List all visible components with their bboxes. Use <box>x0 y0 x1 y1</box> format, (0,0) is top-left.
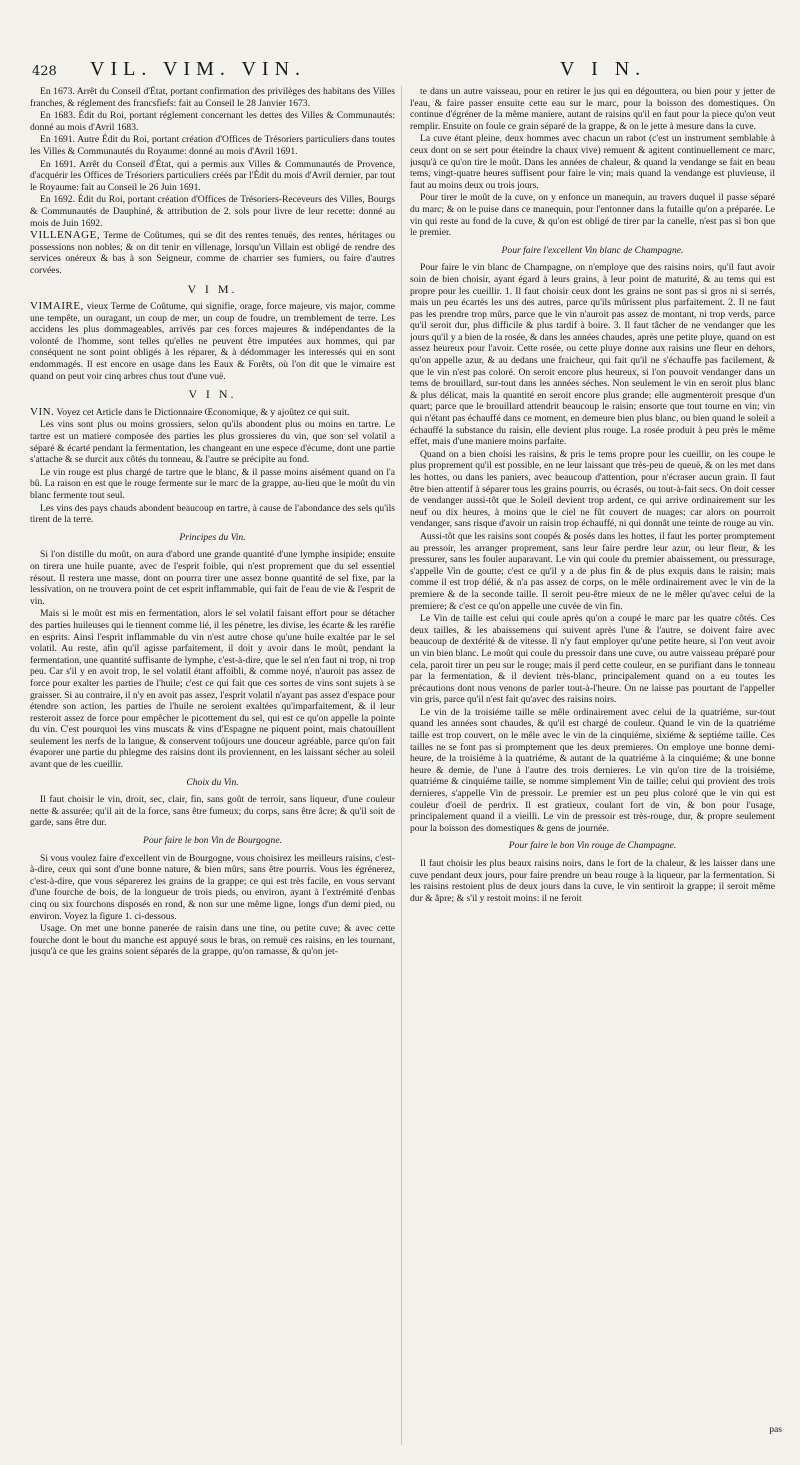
paragraph: En 1673. Arrêt du Conseil d'État, portant confirmation des privilèges des habitans des Villes franches, & réglement des francsfiefs: fait au Conseil le 28 Janvier 1673. <box>30 86 395 109</box>
left-column <box>30 86 395 1445</box>
subheading: Choix du Vin. <box>186 776 239 788</box>
subheading: Pour faire le bon Vin rouge de Champagne. <box>508 840 677 852</box>
paragraph: Quand on a bien choisi les raisins, & pris le tems propre pour les cueillir, on les coupe le plus proprement qu'il est possible, en ne leur laissant que très-peu de queuë, & on les met dans les hottes, ou dans les paniers, avec beaucoup d'attention, pour n'écraser aucun grain. Il faut être bien attentif à séparer tous les grains pourris, ou écrasés, ou tout-à-fait secs. On doit cesser de vendanger aussi-tôt que le Soleil devient trop ardent, ce qui arrive ordinairement sur les neuf ou dix heures, à moins que le ciel ne fût couvert de nuages; car alors on pourroit vendanger, sans risque d'avoir un raisin trop échauffé, ni qui donnât une teinte de rouge au vin. <box>410 448 775 530</box>
entry-headword: VILLENAGE, <box>30 229 101 242</box>
paragraph: Il faut choisir les plus beaux raisins noirs, dans le fort de la chaleur, & les laisser dans une cuve pendant deux jours, pour faire prendre un beau rouge à la liqueur, par la fermentation. Si les raisins restoient plus de deux jours dans la cuve, le vin sentiroit la grappe; il seroit même dur & âpre; & s'il y restoit moins: il ne feroit <box>410 858 775 904</box>
paragraph: Mais si le moût est mis en fermentation, alors le sel volatil faisant effort pour se détacher des parties huileuses qui le tiennent comme lié, il les pénetre, les divise, les écarte & les raréfie en esprits. Ainsi l'esprit inflammable du vin n'est autre chose qu'une huile exaltée par le sel volatil. Au reste, afin qu'il agisse parfaitement, il doit y avoir dans le moût, pendant la fermentation, une quantité suffisante de lymphe, c'est-à-dire, que le sel n'en faut ni trop, ni trop peu. Car s'il y en avoit trop, le sel volatil étant affoibli, & comme noyé, n'auroit pas assez de force pour exalter les parties de l'huile; c'est ce qui fait que ces sortes de vins sont sujets à se graisser. Si au contraire, il n'y en avoit pas assez, l'esprit volatil n'ayant pas assez d'espace pour étendre son action, les parties de l'huile ne seroient exaltées qu'imparfaitement, & il leur resteroit assez de force pour empêcher le picottement du sel, qui est ce qu'on appelle la pointe du vin. C'est pourquoi les vins muscats & vins d'Espagne ne piquent point, mais chatouillent seulement les nerfs de la langue, & conservent toûjours une douceur agréable, parce qu'on fait évaporer une partie du phlegme des raisins dont ils proviennent, en les laissant sécher au soleil avant que de les cueillir. <box>30 608 395 771</box>
paragraph: Pour tirer le moût de la cuve, on y enfonce un manequin, au travers duquel il passe séparé du marc; & on le puise dans ce manequin, pour l'entonner dans la futaille qu'on a préparée. Le vin qui reste au fond de la cuve, & qu'on est obligé de tirer par la canelle, n'est pas si bon que le premier. <box>410 192 775 239</box>
paragraph: Le Vin de taille est celui qui coule après qu'on a coupé le marc par les quatre côtés. Ces deux tailles, & les abaissemens qui suivent après l'une & l'autre, se doivent faire avec beaucoup de dextérité & de vitesse. Il n'y faut employer qu'une petite heure, si l'on veut avoir un vin bien blanc. Le moût qui coule du pressoir dans une cuve, ou autre vaisseau préparé pour cela, paroit tirer un peu sur le rouge; mais il perd cette couleur, en se purifiant dans le tonneau par la fermentation, & il devient très-blanc, principalement quand on a eu toutes les précautions dont nous venons de parler tout-à-l'heure. On ne laisse pas pourtant de l'appeller vin gris, parce qu'il n'est fait qu'avec des raisins noirs. <box>410 613 775 706</box>
column-divider <box>401 86 402 1445</box>
entry-text: vieux Terme de Coûtume, qui signifie, orage, force majeure, vis major, comme une tempête, un ouragant, un coup de mer, un coup de foudre, un tremblement de terre. Les accidens les plus dommageables, arrivés par ces forces majeures & indépendantes de la volonté de l'homme, sont telles qu'elles ne peuvent être imputées aux hommes, qui par conséquent ne sont point obligés à les réparer, & à dédommager les interessés qui en sont endommagés. Il est encore en usage dans les Eaux & Forêts, où l'on dit que le vimaire est quand on peut voir cinq arbres chus tout d'une vuë. <box>30 301 395 382</box>
dictionary-entry <box>30 230 395 276</box>
paragraph: Usage. On met une bonne panerée de raisin dans une tine, ou petite cuve; & avec cette fourche dont le bout du manche est appuyé sous le bras, on remuë ces raisins, en les tournant, jusqu'à ce que les grains soient séparés de la grappe, qu'on ramasse, & qu'on jet- <box>30 923 395 958</box>
section-heading: V I N. <box>188 387 237 402</box>
paragraph: En 1691. Arrêt du Conseil d'État, qui a permis aux Villes & Communautés de Provence, d'acquérir les Offices de Trésoriers particuliers créés par l'Édit du mois d'Avril dernier, par tout le Royaume: fait au Conseil le 26 Juin 1691. <box>30 158 395 193</box>
paragraph: Pour faire le vin blanc de Champagne, on n'employe que des raisins noirs, qu'il faut avoir soin de bien choisir, ayant égard à leurs grains, à leur point de maturité, & au tems qui est propre pour les cueillir. 1. Il faut choisir ceux dont les grains ne sont pas si gros ni si serrés, mais un peu écartés les uns des autres, parce qu'ils mûrissent plus parfaitement. 2. Il ne faut pas les prendre trop mûrs, parce que le vin n'auroit pas assez de montant, ni trop verds, parce qu'il seroit dur, plus difficile & plus tardif à boire. 3. Il faut tâcher de ne vendanger que les jours qu'il y a bien de la rosée, & dans les années chaudes, après une petite pluye, quand on est assez heureux pour l'avoir. Cette rosée, ou cette pluye donne aux raisins une fleur en dehors, qu'on appelle azur, & au dedans une fraicheur, qui fait qu'il ne s'échauffe pas facilement, & que le vin n'est pas coloré. On seroit encore plus heureux, si l'on pouvoit vendanger dans un tems de brouillard, sur-tout dans les années séches. Non seulement le vin en seroit plus blanc & plus délicat, mais la quantité en seroit encore plus grande; elle augmenteroit presque d'un quart; parce que le brouillard attendrit beaucoup le raisin; ensorte que tout tourne en vin; vin qui n'étant pas échauffé dans ce moment, en demeure bien plus blanc, ou bien quand le soleil a échauffé la substance du raisin, elle devient plus rouge. La rosée produit à peu près le même effet, mais d'une maniere moins parfaite. <box>410 262 775 448</box>
subheading: Principes du Vin. <box>179 531 246 543</box>
paragraph: Le vin de la troisiéme taille se mêle ordinairement avec celui de la quatriéme, sur-tout quand les années sont chaudes, & qu'il est chargé de couleur. Quand le vin de la quatriéme taille est trop couvert, on le mêle avec le vin de la cinquiéme, sixiéme & septiéme taille. Ces tailles ne se font pas si promptement que les deux premieres. On employe une bonne demi-heure, de la troisiéme à la quatriéme, & autant de la quatriéme à la cinquiéme; & une bonne heure & demie, de l'une à l'autre des trois dernieres. Le vin qu'on tire de la troisiéme, quatriéme & cinquiéme taille, se nomme simplement Vin de taille; celui qui provient des trois dernieres, s'appelle Vin de pressoir. Le premier est un peu plus coloré que le vin qui est couleur d'oeil de perdrix. Il est gratieux, coulant fort de vin, & bon pour l'usage, principalement quand il a vieilli. Le vin de pressoir est très-rouge, dur, & propre seulement pour la boisson des domestiques & gens de journée. <box>410 706 775 834</box>
paragraph: te dans un autre vaisseau, pour en retirer le jus qui en dégouttera, ou bien pour y jetter de l'eau, & faire passer ensuite cette eau sur le marc, pour la boisson des domestiques. On continue d'égréner de la même maniere, autant de raisins qu'il en faut pour la piece qu'on veut remplir. Ensuite on foule ce grain séparé de la grappe, & on le jette à mesure dans la cuve. <box>410 86 775 132</box>
paragraph: En 1692. Édit du Roi, portant création d'Offices de Trésoriers-Receveurs des Villes, Bourgs & Communautés de Dauphiné, & attribution de 2. sols pour livre de leur recette: donné au mois de Juin 1692. <box>30 194 395 229</box>
entry-text: Voyez cet Article dans le Dictionnaire Œconomique, & y ajoûtez ce qui suit. <box>54 406 350 418</box>
paragraph: Les vins sont plus ou moins grossiers, selon qu'ils abondent plus ou moins en tartre. Le tartre est un matiere composée des parties les plus grossieres du vin, que son sel volatil a séparé & écarté pendant la fermentation, les changeant en une espece d'écume, dont une partie s'attache & se durcit aux côtés du tonneau, & l'autre se précipite au fond. <box>30 419 395 466</box>
paragraph: Le vin rouge est plus chargé de tartre que le blanc, & il passe moins aisément quand on l'a bû. La raison en est que le rouge fermente sur le marc de la grappe, au-lieu que le moût du vin blanc fermente tout seul. <box>30 466 395 501</box>
subheading: Pour faire le bon Vin de Bourgogne. <box>143 835 282 847</box>
entry-headword: VIN. <box>30 405 55 418</box>
entry-text: Terme de Coûtumes, qui se dit des rentes tenuës, des rentes, héritages ou possessions non nobles; & on dit tenir en villenage, lorsqu'un Villain est obligé de rendre des services onéreux & bas à son Seigneur, comme de charrier ses fumiers, ou faire d'autres corvées. <box>30 230 395 276</box>
right-column <box>410 86 775 1445</box>
paragraph: En 1683. Édit du Roi, portant réglement concernant les dettes des Villes & Communautés: donné au mois d'Avril 1683. <box>30 110 395 133</box>
paragraph: Si vous voulez faire d'excellent vin de Bourgogne, vous choisirez les meilleurs raisins, c'est-à-dire, ceux qui sont d'une bonne nature, & bien mûrs, sans être pourris. Vous les égrénerez, c'est-à-dire, que vous séparerez les grains de la grappe; ce qui est très facile, en vous servant d'une fourche de bois, de la longueur de trois pieds, ou environ, ayant à l'extrémité d'enbas cinq ou six fourchons disposés en rond, & non sur une même ligne, longs d'un demi pied, ou environ. Voyez la figure 1. ci-dessous. <box>30 852 395 922</box>
dictionary-entry <box>30 301 395 382</box>
running-header <box>32 58 782 86</box>
entry-headword: VIMAIRE, <box>30 300 84 313</box>
paragraph: La cuve étant pleine, deux hommes avec chacun un rabot (c'est un instrument semblable à ceux dont on se sert pour éteindre la chaux vive) remuent & agitent continuellement ce marc, jusqu'à ce qu'on tire le moût. Dans les années de chaleur, & quand la vendange se fait en beau tems, vingt-quatre heures suffisent pour faire le vin; mais quand la vendange est pluvieuse, il faut au moins deux ou trois jours. <box>410 133 775 191</box>
paragraph: Il faut choisir le vin, droit, sec, clair, fin, sans goût de terroir, sans liqueur, d'une couleur nette & assurée; qu'il ait de la force, sans être fumeux; du corps, sans être âcre; & qu'il soit de garde, sans être dur. <box>30 794 395 829</box>
subheading: Pour faire l'excellent Vin blanc de Champagne. <box>501 244 684 256</box>
catchword: pas <box>769 1424 782 1435</box>
dictionary-entry <box>30 407 395 419</box>
section-heading: V I M. <box>187 281 238 296</box>
paragraph: Aussi-tôt que les raisins sont coupés & posés dans les hottes, il faut les porter promptement au pressoir, les arranger proprement, sans leur faire perdre leur azur, ou leur fleur, & les pressurer, sans les fouler auparavant. Le vin qui coule du premier abaissement, ou pressurage, s'appelle Vin de goutte; c'est ce qu'il y a de plus fin & de plus exquis dans le raisin; mais comme il est trop délié, & n'a pas assez de corps, on le mêle ordinairement avec le vin de la premiere & de la seconde taille. Il seroit peu-être mieux de ne le mêler qu'avec celui de la premiere; & c'est ce qu'on appelle une cuvée de vin fin. <box>410 530 775 612</box>
running-head-left: VIL. VIM. VIN. <box>90 58 307 80</box>
page-number: 428 <box>32 64 57 79</box>
paragraph: En 1691. Autre Édit du Roi, portant création d'Offices de Trésoriers particuliers dans toutes les Villes & Communautés du Royaume: donné au mois d'Avril 1691. <box>30 134 395 157</box>
paragraph: Les vins des pays chauds abondent beaucoup en tartre, à cause de l'abondance des sels qu'ils tirent de la terre. <box>30 502 395 526</box>
paragraph: Si l'on distille du moût, on aura d'abord une grande quantité d'une lymphe insipide; ensuite on tirera une huile puante, avec de l'esprit foible, qui n'est proprement que du sel essentiel résout. Il restera une masse, dont on pourra tirer une assez bonne quantité de sel fixe, par la lessivation, on ne trouvera point de cet esprit inflammable, qui fait de l'eau de vie & l'esprit de vin. <box>30 549 395 607</box>
running-head-right: V I N. <box>560 58 647 80</box>
